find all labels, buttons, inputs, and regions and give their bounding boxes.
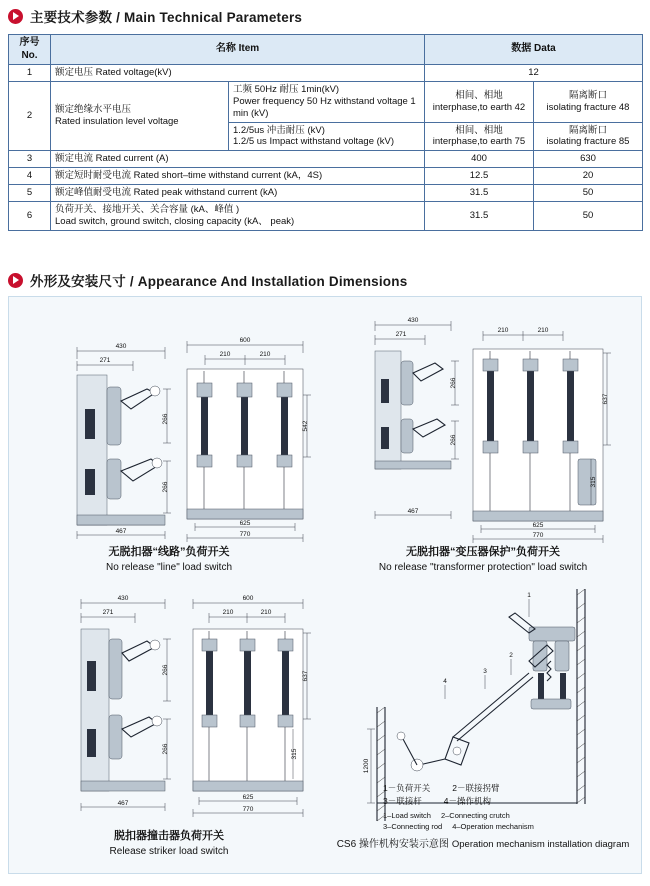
figure-4-caption-en: Operation mechanism installation diagram xyxy=(451,839,630,850)
row2a-cond-cn: 工频 50Hz 耐压 1min(kV) xyxy=(233,83,340,95)
dim-210-f2b: 210 xyxy=(537,327,549,334)
dim-625-f2: 625 xyxy=(532,522,544,529)
callout-cn-2: 2－联接拐臂 xyxy=(452,783,500,793)
row2b-value-1 xyxy=(425,122,534,151)
row2a-value-1 xyxy=(425,81,534,122)
row1-data: 12 xyxy=(425,65,643,82)
row2b-v1-cn: 相间、相地 xyxy=(455,124,503,136)
dim-625-f3: 625 xyxy=(242,794,254,801)
dim-266-f3b: 266 xyxy=(162,743,169,755)
row4-v1: 12.5 xyxy=(425,168,534,185)
table-row xyxy=(9,185,643,202)
row5-no: 5 xyxy=(9,185,51,202)
row4-v2: 20 xyxy=(534,168,643,185)
col-header-data: 数据 Data xyxy=(425,35,643,65)
row4-no: 4 xyxy=(9,168,51,185)
row2b-cond-en: 1.2/5 us Impact withstand voltage (kV) xyxy=(233,136,395,148)
dim-315-f2: 315 xyxy=(590,476,597,488)
dim-210-f3a: 210 xyxy=(222,609,234,616)
figure-2-caption xyxy=(333,545,633,575)
dim-637-f3: 637 xyxy=(302,670,309,682)
figure-4-caption-cn: CS6 操作机构安装示意图 xyxy=(336,839,449,850)
callout-en-1: 1–Load switch xyxy=(383,810,431,820)
row5-v2: 50 xyxy=(534,185,643,202)
dim-600: 600 xyxy=(239,337,251,344)
table-row xyxy=(9,168,643,185)
row2a-v2-en: isolating fracture 48 xyxy=(546,101,630,113)
marker-3: 3 xyxy=(483,668,487,675)
table-header-row xyxy=(9,35,643,65)
row2a-cond-en: Power frequency 50 Hz withstand voltage 1 min (kV) xyxy=(233,95,416,119)
main-technical-parameters-section xyxy=(0,4,650,231)
params-section-heading xyxy=(0,4,650,28)
dim-210b: 210 xyxy=(259,351,271,358)
table-row xyxy=(9,81,643,122)
play-bullet-icon-2 xyxy=(8,273,23,288)
row6-item xyxy=(51,201,425,230)
row6-v2: 50 xyxy=(534,201,643,230)
row2b-cond-cn: 1.2/5us 冲击耐压 (kV) xyxy=(233,124,325,136)
dim-271-f2: 271 xyxy=(395,331,407,338)
dimensions-section-heading xyxy=(0,268,650,292)
dim-467-f3: 467 xyxy=(117,800,129,807)
row3-v2: 630 xyxy=(534,151,643,168)
row2-item-en: Rated insulation level voltage xyxy=(55,116,179,128)
col-header-no: 序号 No. xyxy=(9,35,51,65)
dim-770-f2: 770 xyxy=(532,532,544,539)
row5-item: 额定峰值耐受电流 Rated peak withstand current (kA) xyxy=(51,185,425,202)
marker-2: 2 xyxy=(509,652,513,659)
figure-1-caption-en: No release "line" load switch xyxy=(105,561,233,573)
callout-en-3: 3–Connecting rod xyxy=(383,821,443,831)
callout-en-4: 4–Operation mechanism xyxy=(452,821,534,831)
figure-2-caption-cn: 无脱扣器“变压器保护”负荷开关 xyxy=(406,546,560,558)
figure-transformer-protection-drawing xyxy=(333,309,633,544)
dim-770: 770 xyxy=(239,531,251,538)
dim-467-f2: 467 xyxy=(407,508,419,515)
parameters-table xyxy=(8,34,643,231)
figure-release-striker-drawing xyxy=(15,589,315,824)
figure-3-caption-en: Release striker load switch xyxy=(109,845,229,857)
dim-266-lower: 266 xyxy=(162,481,169,493)
dim-210-f3b: 210 xyxy=(260,609,272,616)
dim-467: 467 xyxy=(115,528,127,535)
dim-315-f3: 315 xyxy=(291,748,298,760)
dim-271: 271 xyxy=(99,357,111,364)
figure-4-caption xyxy=(333,837,633,853)
figure-3-caption-cn: 脱扣器撞击器负荷开关 xyxy=(114,830,224,842)
dim-1200: 1200 xyxy=(363,758,370,774)
drawings-panel xyxy=(8,296,642,874)
dim-266-f3: 266 xyxy=(162,664,169,676)
row2a-v1-en: interphase,to earth 42 xyxy=(432,101,526,113)
row1-item: 额定电压 Rated voltage(kV) xyxy=(51,65,425,82)
row1-no: 1 xyxy=(9,65,51,82)
figure-1-caption-cn: 无脱扣器“线路”负荷开关 xyxy=(108,546,230,558)
row6-item-cn: 负荷开关、接地开关、关合容量 (kA、峰值 ) xyxy=(55,203,240,215)
table-row xyxy=(9,65,643,82)
row5-v1: 31.5 xyxy=(425,185,534,202)
dim-625: 625 xyxy=(239,520,251,527)
dim-542: 542 xyxy=(302,420,309,432)
dim-637-f2: 637 xyxy=(602,393,609,405)
table-row xyxy=(9,201,643,230)
dim-210-f2a: 210 xyxy=(497,327,509,334)
dim-430-f2: 430 xyxy=(407,317,419,324)
dim-210a: 210 xyxy=(219,351,231,358)
row6-item-en: Load switch, ground switch, closing capacity (kA、 peak) xyxy=(55,215,295,227)
dim-271-f3: 271 xyxy=(102,609,114,616)
row6-v1: 31.5 xyxy=(425,201,534,230)
dim-600-f3: 600 xyxy=(242,595,254,602)
row2b-value-2 xyxy=(534,122,643,151)
row4-item: 额定短时耐受电流 Rated short–time withstand current (kA，4S) xyxy=(51,168,425,185)
row2b-v2-cn: 隔离断口 xyxy=(569,124,608,136)
row2a-v1-cn: 相间、相地 xyxy=(455,89,503,101)
row2b-v2-en: isolating fracture 85 xyxy=(546,136,630,148)
row2b-v1-en: interphase,to earth 75 xyxy=(432,136,526,148)
col-header-item: 名称 Item xyxy=(51,35,425,65)
row2a-v2-cn: 隔离断口 xyxy=(569,89,608,101)
dim-266-f2b: 266 xyxy=(450,434,457,446)
dim-266: 266 xyxy=(162,413,169,425)
row3-item: 额定电流 Rated current (A) xyxy=(51,151,425,168)
row2b-condition xyxy=(229,122,425,151)
table-row xyxy=(9,151,643,168)
row3-v1: 400 xyxy=(425,151,534,168)
row2-item-cn: 额定绝缘水平电压 xyxy=(55,104,132,116)
marker-1: 1 xyxy=(527,592,531,599)
row2a-value-2 xyxy=(534,81,643,122)
row2-no: 2 xyxy=(9,81,51,150)
params-section-title: 主要技术参数 / Main Technical Parameters xyxy=(30,10,303,25)
callout-cn-3: 3－联接杆 xyxy=(383,795,422,806)
dims-section-title: 外形及安装尺寸 / Appearance And Installation Dimensions xyxy=(30,274,408,289)
row6-no: 6 xyxy=(9,201,51,230)
figure-1-caption xyxy=(19,545,319,575)
figure-2-caption-en: No release "transformer protection" load switch xyxy=(378,561,588,573)
dim-430-f3: 430 xyxy=(117,595,129,602)
dim-770-f3: 770 xyxy=(242,806,254,813)
callout-cn-1: 1－负荷开关 xyxy=(383,783,431,793)
callout-en-2: 2–Connecting crutch xyxy=(440,810,510,820)
figure-line-load-switch-drawing xyxy=(15,309,315,544)
play-bullet-icon xyxy=(8,9,23,24)
row2a-condition xyxy=(229,81,425,122)
figure-3-caption xyxy=(19,829,319,859)
dim-430: 430 xyxy=(115,343,127,350)
dim-266-f2: 266 xyxy=(450,377,457,389)
callout-cn-4: 4－操作机构 xyxy=(443,795,491,806)
marker-4: 4 xyxy=(443,678,447,685)
row2-item xyxy=(51,81,229,150)
cs6-callout-legend xyxy=(383,782,623,832)
row3-no: 3 xyxy=(9,151,51,168)
